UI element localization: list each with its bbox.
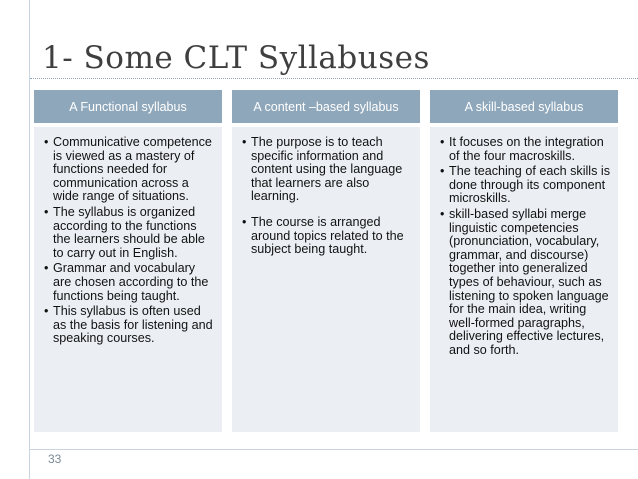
column-header: A skill-based syllabus <box>430 90 618 123</box>
functional-syllabus-column <box>34 90 222 432</box>
bullet-item: • skill-based syllabi merge linguistic competencies (pronunciation, vocabulary, grammar, and discourse) together into generalized types of behaviour, such as listening to spoken language for the main idea, writing well-formed paragraphs, delivering effective lectures, and so forth. <box>440 208 612 358</box>
column-header: A Functional syllabus <box>34 90 222 123</box>
column-body <box>430 127 618 432</box>
slide-title: 1- Some CLT Syllabuses <box>42 40 430 76</box>
page-number: 33 <box>48 452 62 466</box>
content-based-syllabus-column <box>232 90 420 432</box>
title-divider <box>30 78 638 79</box>
bullet-item: • The course is arranged around topics related to the subject being taught. <box>242 216 414 257</box>
bullet-item: • The teaching of each skills is done through its component microskills. <box>440 165 612 206</box>
column-body <box>34 127 222 432</box>
column-body <box>232 127 420 432</box>
slide-frame-bottom <box>29 449 638 450</box>
column-header: A content –based syllabus <box>232 90 420 123</box>
skill-based-syllabus-column <box>430 90 618 432</box>
slide-frame-left <box>29 0 30 479</box>
bullet-item: • Communicative competence is viewed as a mastery of functions needed for communication across a wide range of situations. <box>44 136 216 204</box>
bullet-item: • Grammar and vocabulary are chosen according to the functions being taught. <box>44 262 216 303</box>
bullet-item: • The purpose is to teach specific information and content using the language that learners are also learning. <box>242 136 414 204</box>
bullet-item: • The syllabus is organized according to the functions the learners should be able to carry out in English. <box>44 206 216 260</box>
bullet-item: • This syllabus is often used as the basis for listening and speaking courses. <box>44 305 216 346</box>
bullet-item: • It focuses on the integration of the four macroskills. <box>440 136 612 163</box>
